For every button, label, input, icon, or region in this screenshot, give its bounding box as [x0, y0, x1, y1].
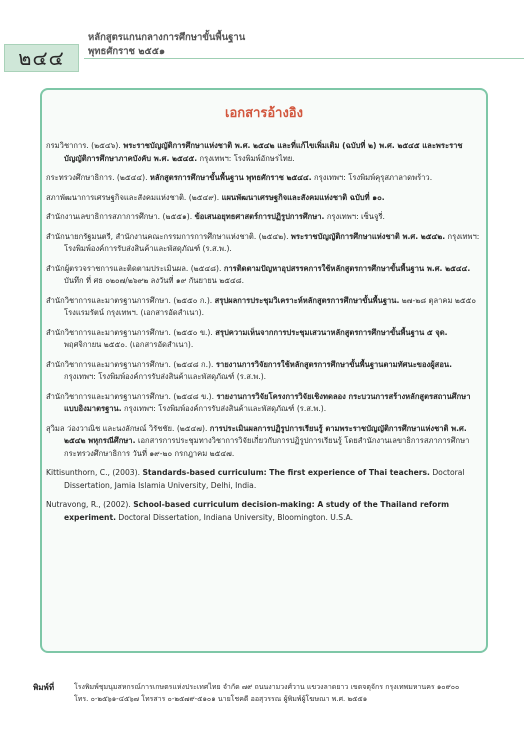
reference-title: รายงานการวิจัยการใช้หลักสูตรการศึกษาขั้นพื้นฐานตามทัศนะของผู้สอน. [215, 359, 452, 369]
reference-publication: Doctoral Dissertation, Indiana University, Bloomington. U.S.A. [115, 512, 353, 522]
reference-author: สำนักวิชาการและมาตรฐานการศึกษา. (๒๕๕๐ ข.). [46, 327, 216, 337]
reference-item [46, 467, 480, 492]
reference-author: สำนักวิชาการและมาตรฐานการศึกษา. (๒๕๔๘ ข.). [46, 391, 217, 401]
reference-author: สุวิมล ว่องวาณิช และนงลักษณ์ วิรัชชัย. (๒๕๔๗). [46, 423, 210, 433]
section-title: เอกสารอ้างอิง [225, 106, 303, 121]
footer-line-2: โทร. ๐-๒๕๖๑-๔๕๖๗ โทรสาร ๐-๒๕๗๙-๕๑๐๑ นายโชคดี ออสุวรรณ ผู้พิมพ์ผู้โฆษณา พ.ศ. ๒๕๕๑ [74, 695, 368, 703]
reference-publication: ๒๗-๒๘ ตุลาคม ๒๕๕๐ โรงแรมรัตน์ กรุงเทพฯ. (เอกสารอัดสำเนา). [64, 295, 477, 317]
reference-title: การติดตามปัญหาอุปสรรคการใช้หลักสูตรการศึกษาขั้นพื้นฐาน พ.ศ. ๒๕๔๔. [223, 263, 471, 273]
reference-title: พระราชบัญญัติการศึกษาแห่งชาติ พ.ศ. ๒๕๔๒. [290, 231, 446, 241]
reference-author: Nutravong, R., (2002). [46, 500, 134, 509]
reference-publication: กรุงเทพฯ: โรงพิมพ์องค์การรับส่งสินค้าและพัสดุภัณฑ์ (ร.ส.พ.). [64, 372, 267, 381]
reference-title: แผนพัฒนาเศรษฐกิจและสังคมแห่งชาติ ฉบับที่ ๑๐. [221, 192, 385, 202]
reference-publication: กรุงเทพฯ: โรงพิมพ์องค์การรับส่งสินค้าและพัสดุภัณฑ์ (ร.ส.พ.). [64, 231, 480, 253]
reference-item [46, 231, 480, 256]
reference-publication: บันทึก ที่ ศธ ๐๒๐๗/๒๖๙๒ ลงวันที่ ๑๙ กันยายน ๒๕๔๘. [64, 276, 245, 285]
header-subtitle: พุทธศักราช ๒๕๕๑ [88, 46, 165, 57]
reference-list [46, 140, 480, 531]
reference-title: หลักสูตรการศึกษาขั้นพื้นฐาน พุทธศักราช ๒๕๔๔. [149, 173, 312, 182]
reference-author: สำนักนายกรัฐมนตรี, สำนักงานคณะกรรมการการศึกษาแห่งชาติ. (๒๕๔๒). [46, 231, 291, 241]
reference-author: สำนักผู้ตรวจราชการและติดตามประเมินผล. (๒๕๔๘). [46, 263, 224, 273]
reference-publication: Doctoral Dissertation, Jamia Islamia University, Delhi, India. [64, 468, 465, 490]
reference-publication: พฤศจิกายน ๒๕๕๐. (เอกสารอัดสำเนา). [64, 340, 194, 349]
reference-title: Standards-based curriculum: The first experience of Thai teachers. [142, 468, 430, 477]
reference-item [46, 140, 480, 165]
reference-title: School-based curriculum decision-making: A study of the Thailand reform experiment. [64, 500, 450, 522]
reference-title: พระราชบัญญัติการศึกษาแห่งชาติ พ.ศ. ๒๕๔๒ และที่แก้ไขเพิ่มเติม (ฉบับที่ ๒) พ.ศ. ๒๕๔๕ และพระราชบัญญัติการศึกษาภาคบังคับ พ.ศ. ๒๕๔๕. [64, 141, 463, 163]
reference-publication: กรุงเทพฯ: เซ็นจูรี่. [324, 212, 385, 221]
reference-publication: เอกสารการประชุมทางวิชาการวิจัยเกี่ยวกับการปฏิรูปการเรียนรู้ โดยสำนักงานเลขาธิการสภาการศึกษา กระทรวงศึกษาธิการ วันที่ ๑๙-๒๐ กรกฎาคม ๒๕๔๗. [64, 436, 470, 458]
header-divider [84, 58, 524, 59]
reference-author: Kittisunthorn, C., (2003). [46, 468, 143, 477]
reference-title: สรุปความเห็นจากการประชุมเสวนาหลักสูตรการศึกษาขั้นพื้นฐาน ๕ จุด. [215, 327, 448, 337]
footer-line-1: โรงพิมพ์ชุมนุมสหกรณ์การเกษตรแห่งประเทศไทย จำกัด ๗๙ ถนนงามวงศ์วาน แขวงลาดยาว เขตจตุจักร กรุงเทพมหานคร ๑๐๙๐๐ [74, 683, 460, 691]
reference-author: สำนักงานเลขาธิการสภาการศึกษา. (๒๕๕๑). [46, 212, 195, 221]
reference-item [46, 211, 480, 224]
footer-printer-info [74, 681, 514, 705]
reference-author: สภาพัฒนาการเศรษฐกิจและสังคมแห่งชาติ. (๒๕๔๙). [46, 192, 222, 202]
reference-author: สำนักวิชาการและมาตรฐานการศึกษา. (๒๕๕๐ ก.). [46, 295, 215, 305]
reference-title: รายงานการวิจัยโครงการวิจัยเชิงทดลอง กระบวนการสร้างหลักสูตรสถานศึกษาแบบอิงมาตรฐาน. [64, 391, 471, 413]
reference-title: ข้อเสนอยุทธศาสตร์การปฏิรูปการศึกษา. [194, 212, 325, 221]
reference-publication: กรุงเทพฯ: โรงพิมพ์คุรุสภาลาดพร้าว. [311, 173, 433, 182]
reference-item [46, 192, 480, 205]
reference-title: การประเมินผลการปฏิรูปการเรียนรู้ ตามพระราชบัญญัติการศึกษาแห่งชาติ พ.ศ. ๒๕๔๒ พหุกรณีศึกษา. [64, 423, 467, 445]
reference-publication: กรุงเทพฯ: โรงพิมพ์อักษรไทย. [197, 153, 295, 163]
reference-item [46, 499, 480, 524]
reference-publication: กรุงเทพฯ: โรงพิมพ์องค์การรับส่งสินค้าและพัสดุภัณฑ์ (ร.ส.พ.). [121, 404, 327, 413]
reference-item [46, 327, 480, 352]
reference-item [46, 391, 480, 416]
page-number: ๒๔๔ [4, 44, 79, 72]
reference-item [46, 172, 480, 185]
footer-label: พิมพ์ที่ [33, 683, 55, 692]
reference-item [46, 423, 480, 461]
reference-item [46, 295, 480, 320]
reference-author: กระทรวงศึกษาธิการ. (๒๕๔๔). [46, 173, 150, 182]
reference-author: สำนักวิชาการและมาตรฐานการศึกษา. (๒๕๔๘ ก.). [46, 359, 216, 369]
reference-author: กรมวิชาการ. (๒๕๔๖). [46, 141, 124, 150]
reference-title: สรุปผลการประชุมวิเคราะห์หลักสูตรการศึกษาขั้นพื้นฐาน. [214, 295, 400, 305]
reference-item [46, 359, 480, 384]
header-title: หลักสูตรแกนกลางการศึกษาขั้นพื้นฐาน [88, 32, 246, 43]
reference-item [46, 263, 480, 288]
